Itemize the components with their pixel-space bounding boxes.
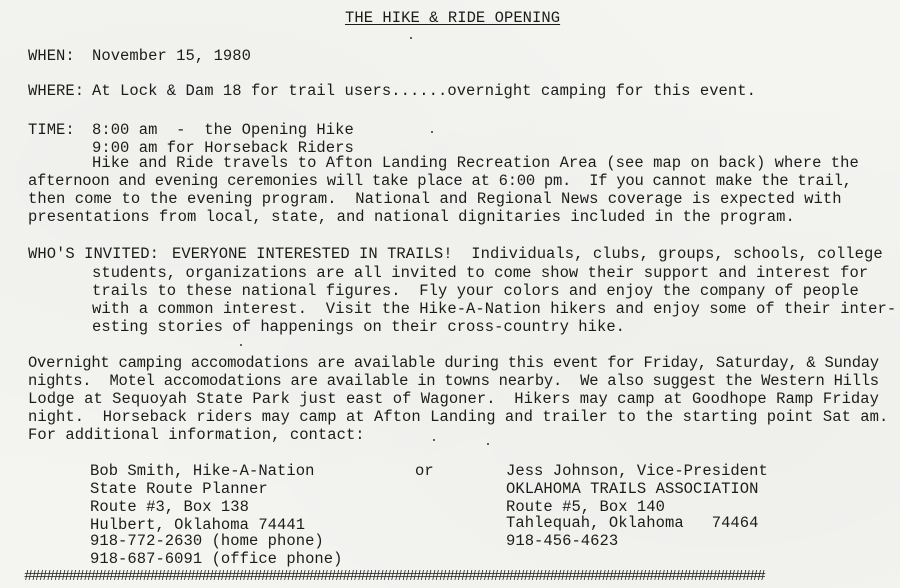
or-separator: or [415, 462, 434, 480]
time-label: TIME: [28, 121, 75, 139]
invited-line: with a common interest. Visit the Hike-A-Nation hikers and enjoy some of their inter- [92, 300, 897, 318]
contact1-line: Hulbert, Oklahoma 74441 [90, 516, 306, 534]
paper-speck [240, 344, 242, 346]
invited-first-line: EVERYONE INTERESTED IN TRAILS! Individuals, clubs, groups, schools, college [172, 245, 883, 263]
invited-line: esting stories of happenings on their cross-country hike. [92, 318, 626, 336]
paper-speck [431, 131, 433, 133]
camping-line: nights. Motel accomodations are available in towns nearby. We also suggest the Western Hills [28, 372, 879, 390]
where-label: WHERE: [28, 82, 85, 100]
paper-speck [433, 439, 435, 441]
contact2-line: Route #5, Box 140 [506, 498, 665, 516]
paper-speck [487, 443, 489, 445]
camping-line: Lodge at Sequoyah State Park just east of Wagoner. Hikers may camp at Goodhope Ramp Friday [28, 390, 879, 408]
time-body-line: presentations from local, state, and national dignitaries included in the program. [28, 208, 795, 226]
time-body-line: afternoon and evening ceremonies will take place at 6:00 pm. If you cannot make the trail, [28, 172, 852, 190]
contact2-line: 918-456-4623 [506, 532, 619, 550]
where-value: At Lock & Dam 18 for trail users......overnight camping for this event. [92, 82, 756, 100]
camping-line: Overnight camping accomodations are available during this event for Friday, Saturday, & Sunday [28, 354, 879, 372]
time-line-2: 9:00 am for Horseback Riders [92, 139, 354, 157]
contact2-line: Tahlequah, Oklahoma 74464 [506, 514, 759, 532]
camping-line: night. Horseback riders may camp at Afton Landing and trailer to the starting point Sat am. [28, 408, 889, 426]
when-value: November 15, 1980 [92, 47, 251, 65]
time-body-line: then come to the evening program. National and Regional News coverage is expected with [28, 190, 842, 208]
time-body-line: Hike and Ride travels to Afton Landing Recreation Area (see map on back) where the [92, 154, 859, 172]
contact1-line: 918-772-2630 (home phone) [90, 532, 324, 550]
camping-line: For additional information, contact: [28, 426, 365, 444]
document-title: THE HIKE & RIDE OPENING [345, 9, 561, 27]
time-line-1: 8:00 am - the Opening Hike [92, 121, 354, 139]
contact2-line: OKLAHOMA TRAILS ASSOCIATION [506, 480, 759, 498]
contact1-line: State Route Planner [90, 480, 268, 498]
invited-line: trails to these national figures. Fly your colors and enjoy the company of people [92, 282, 859, 300]
contact1-line: Bob Smith, Hike-A-Nation [90, 462, 315, 480]
contact2-line: Jess Johnson, Vice-President [506, 462, 768, 480]
bottom-border: #################################################################################################### [24, 568, 765, 585]
invited-line: students, organizations are all invited to come show their support and interest for [92, 264, 869, 282]
contact1-line: Route #3, Box 138 [90, 498, 249, 516]
paper-speck [410, 37, 412, 39]
invited-label: WHO'S INVITED: [28, 245, 159, 263]
contact1-line: 918-687-6091 (office phone) [90, 550, 343, 568]
when-label: WHEN: [28, 47, 75, 65]
